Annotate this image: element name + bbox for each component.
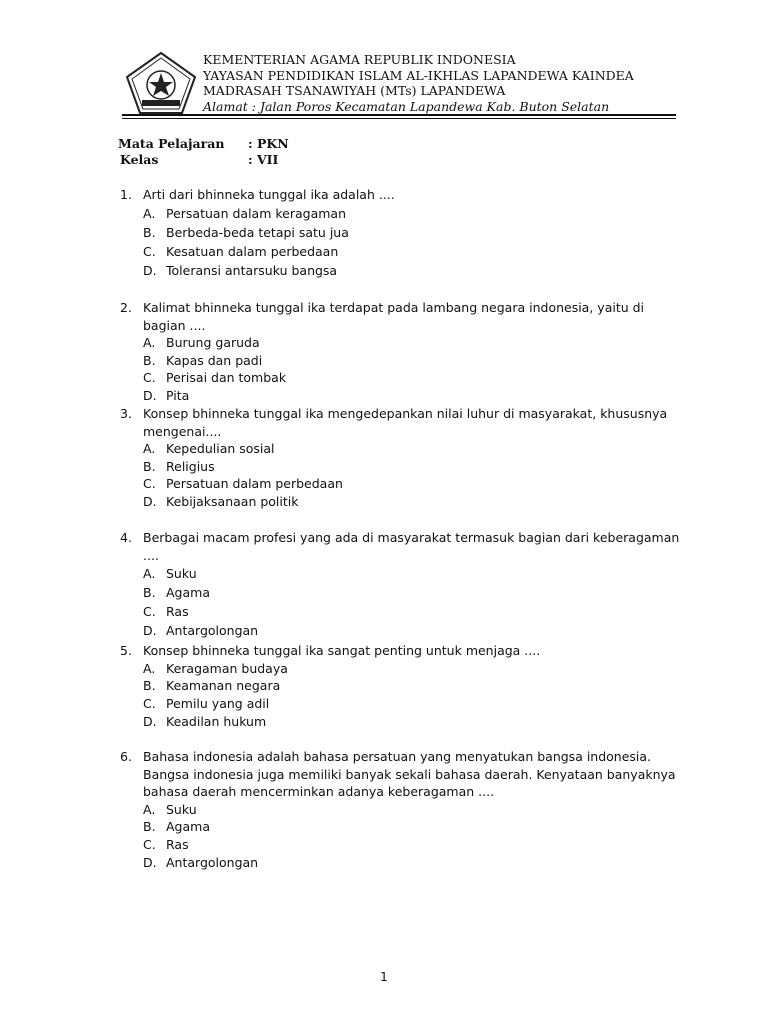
- option-item: [120, 352, 680, 370]
- option-item: [120, 204, 680, 223]
- option-letter: C.: [143, 836, 156, 852]
- option-text: Perisai dan tombak: [166, 370, 287, 386]
- option-letter: D.: [143, 854, 157, 870]
- option-letter: B.: [143, 678, 156, 694]
- option-text: Kesatuan dalam perbedaan: [166, 244, 339, 260]
- class-label: Kelas: [120, 152, 159, 167]
- option-text: Suku: [166, 801, 197, 817]
- option-item: [120, 369, 680, 387]
- option-text: Kebijaksanaan politik: [166, 494, 299, 510]
- option-item: [120, 713, 680, 731]
- question-number: 5.: [120, 643, 132, 658]
- option-item: [120, 564, 680, 583]
- option-letter: A.: [143, 566, 156, 581]
- option-item: [120, 801, 680, 819]
- option-item: [120, 854, 680, 872]
- option-letter: A.: [143, 660, 156, 676]
- question-item: [120, 748, 680, 871]
- question-text: Berbagai macam profesi yang ada di masyarakat termasuk bagian dari keberagaman ....: [143, 530, 680, 563]
- option-text: Keragaman budaya: [166, 660, 288, 676]
- page-number: 1: [380, 970, 388, 984]
- question-text: Konsep bhinneka tunggal ika mengedepankan nilai luhur di masyarakat, khususnya mengenai....: [143, 406, 668, 439]
- option-letter: B.: [143, 819, 156, 835]
- option-text: Antargolongan: [166, 623, 259, 638]
- question-item: [120, 405, 680, 511]
- option-text: Persatuan dalam keragaman: [166, 205, 346, 221]
- option-letter: C.: [143, 370, 156, 386]
- option-text: Kepedulian sosial: [166, 441, 275, 456]
- option-letter: C.: [143, 476, 156, 492]
- option-item: [120, 677, 680, 695]
- option-letter: B.: [143, 585, 156, 600]
- subject-label: Mata Pelajaran: [118, 136, 225, 151]
- option-letter: B.: [143, 224, 156, 240]
- option-item: [120, 387, 680, 405]
- option-item: [120, 583, 680, 602]
- letterhead: [122, 50, 682, 118]
- option-text: Toleransi antarsuku bangsa: [166, 263, 338, 279]
- option-item: [120, 242, 680, 261]
- option-letter: D.: [143, 494, 157, 510]
- option-letter: C.: [143, 604, 156, 619]
- option-item: [120, 458, 680, 476]
- option-letter: C.: [143, 244, 156, 260]
- question-number: 6.: [120, 749, 132, 764]
- subject-value: : PKN: [248, 136, 289, 151]
- question-item: [120, 299, 680, 405]
- option-item: [120, 440, 680, 458]
- option-letter: C.: [143, 695, 156, 711]
- option-letter: B.: [143, 352, 156, 368]
- option-item: [120, 660, 680, 678]
- option-letter: D.: [143, 388, 157, 404]
- option-item: [120, 621, 680, 640]
- option-item: [120, 836, 680, 854]
- option-letter: B.: [143, 458, 156, 474]
- option-text: Berbeda-beda tetapi satu jua: [166, 224, 349, 240]
- school-address: Alamat : Jalan Poros Kecamatan Lapandewa Kab. Buton Selatan: [203, 98, 610, 114]
- question-text: Kalimat bhinneka tunggal ika terdapat pada lambang negara indonesia, yaitu di bagian ....: [143, 300, 645, 333]
- option-text: Keamanan negara: [166, 678, 281, 694]
- option-item: [120, 261, 680, 280]
- exam-info: [118, 136, 289, 168]
- option-text: Ras: [166, 604, 189, 619]
- option-item: [120, 695, 680, 713]
- option-text: Suku: [166, 566, 197, 581]
- option-text: Kapas dan padi: [166, 352, 263, 368]
- question-item: [120, 529, 680, 640]
- ministry-name: KEMENTERIAN AGAMA REPUBLIK INDONESIA: [203, 52, 516, 67]
- option-item: [120, 223, 680, 242]
- school-name: MADRASAH TSANAWIYAH (MTs) LAPANDEWA: [203, 83, 506, 98]
- question-text: Arti dari bhinneka tunggal ika adalah ....: [143, 187, 395, 202]
- option-text: Agama: [166, 585, 210, 600]
- option-item: [120, 475, 680, 493]
- question-number: 3.: [120, 406, 132, 421]
- option-text: Pemilu yang adil: [166, 695, 270, 711]
- option-item: [120, 493, 680, 511]
- option-text: Persatuan dalam perbedaan: [166, 476, 343, 492]
- option-letter: A.: [143, 335, 156, 350]
- question-item: [120, 186, 680, 281]
- option-text: Antargolongan: [166, 854, 259, 870]
- header-divider-thick: [122, 114, 676, 116]
- option-text: Pita: [166, 388, 190, 404]
- option-letter: A.: [143, 441, 156, 456]
- option-text: Agama: [166, 819, 210, 835]
- foundation-name: YAYASAN PENDIDIKAN ISLAM AL-IKHLAS LAPANDEWA KAINDEA: [203, 67, 634, 83]
- option-text: Religius: [166, 458, 215, 474]
- question-text: Bahasa indonesia adalah bahasa persatuan yang menyatukan bangsa indonesia. Bangsa indonesia juga memiliki banyak sekali bahasa daerah. Kenyataan banyaknya bahasa daerah mencerminkan adanya keberagaman ....: [143, 749, 676, 799]
- kemenag-emblem-icon: [124, 51, 198, 115]
- option-letter: D.: [143, 263, 157, 279]
- header-divider-thin: [122, 118, 676, 119]
- option-text: Keadilan hukum: [166, 713, 267, 729]
- option-letter: D.: [143, 623, 157, 638]
- option-letter: D.: [143, 713, 157, 729]
- option-item: [120, 602, 680, 621]
- option-text: Ras: [166, 836, 189, 852]
- option-letter: A.: [143, 801, 156, 817]
- option-text: Burung garuda: [166, 335, 260, 350]
- class-value: : VII: [248, 152, 279, 167]
- letterhead-text: [203, 52, 634, 114]
- question-number: 4.: [120, 530, 132, 545]
- option-item: [120, 334, 680, 352]
- option-letter: A.: [143, 205, 156, 221]
- question-item: [120, 642, 680, 730]
- question-text: Konsep bhinneka tunggal ika sangat penting untuk menjaga ....: [143, 643, 541, 658]
- option-item: [120, 818, 680, 836]
- question-number: 1.: [120, 187, 132, 202]
- question-number: 2.: [120, 300, 132, 315]
